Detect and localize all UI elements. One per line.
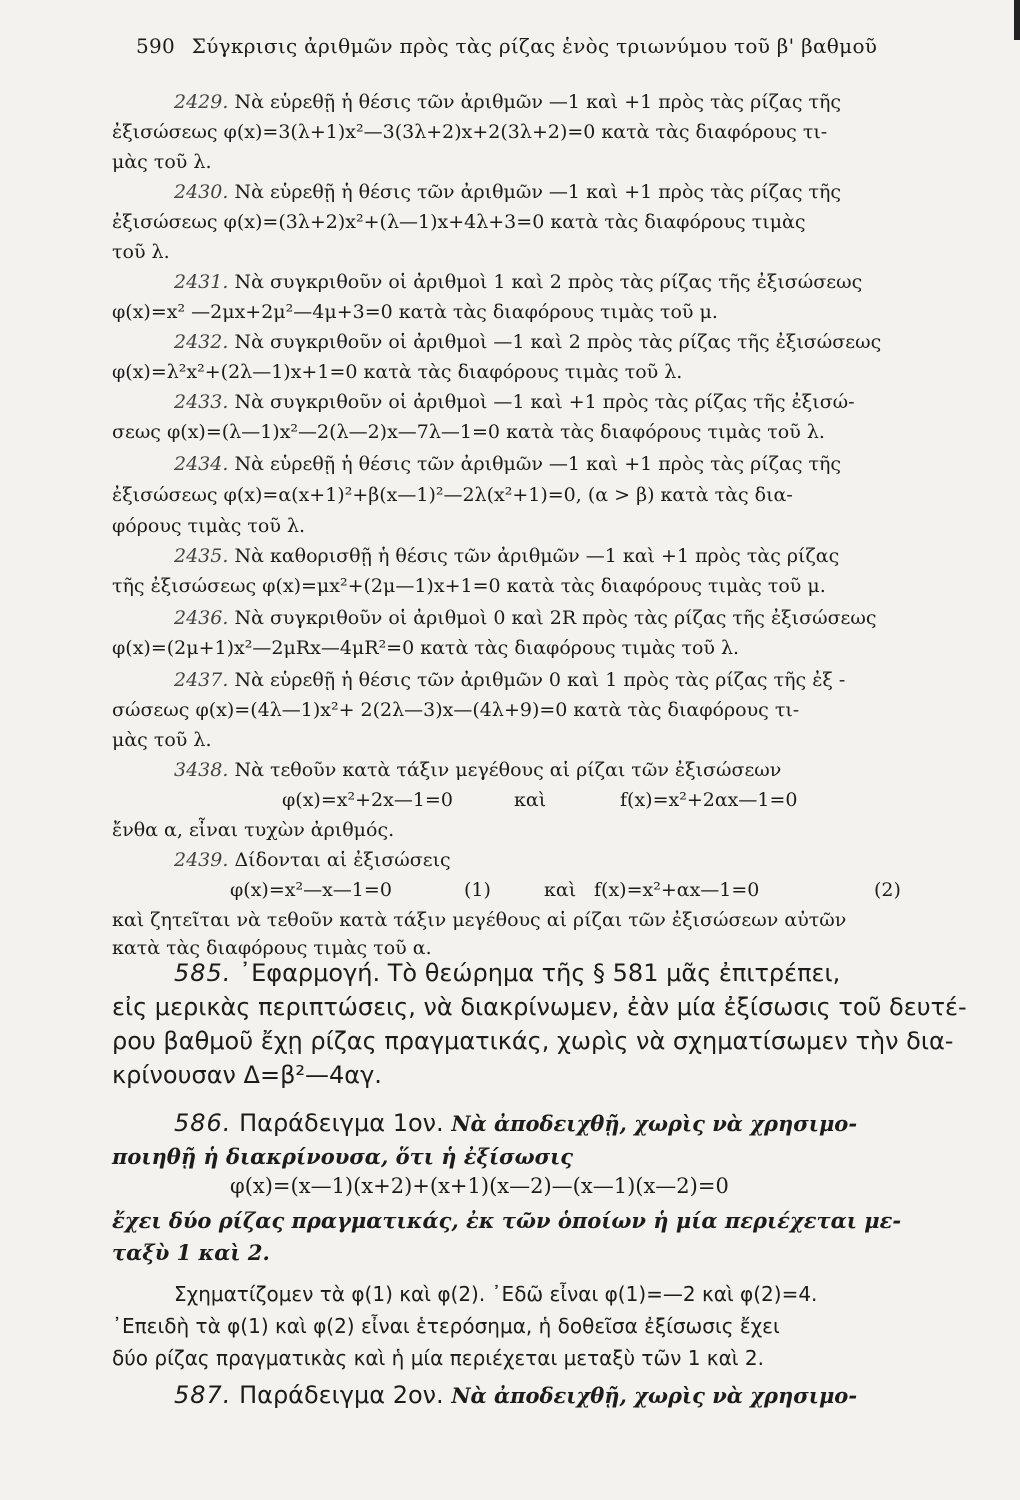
exercise-2439-tag-2: (2) bbox=[874, 879, 901, 901]
exercise-2438-equation-phi: φ(x)=x²+2x—1=0 bbox=[282, 789, 453, 811]
section-586-body-1: Σχηματίζομεν τὰ φ(1) καὶ φ(2). ᾿Εδῶ εἶναι φ(1)=—2 καὶ φ(2)=4. bbox=[174, 1282, 818, 1306]
section-586-body-3: δύο ρίζας πραγματικὰς καὶ ἡ μία περιέχεται μεταξὺ τῶν 1 καὶ 2. bbox=[112, 1346, 764, 1370]
scan-edge bbox=[1014, 0, 1020, 40]
exercise-2432-line-1: 2432. Νὰ συγκριθοῦν οἱ ἀριθμοὶ —1 καὶ 2 πρὸς τὰς ρίζας τῆς ἐξισώσεως bbox=[174, 331, 882, 353]
exercise-2439-line-4: κατὰ τὰς διαφόρους τιμὰς τοῦ α. bbox=[112, 937, 432, 959]
exercise-2429-line-1: 2429. Νὰ εὑρεθῇ ἡ θέσις τῶν ἀριθμῶν —1 καὶ +1 πρὸς τὰς ρίζας τῆς bbox=[174, 91, 842, 113]
exercise-2439-equation-phi: φ(x)=x²—x—1=0 bbox=[230, 879, 392, 901]
exercise-2430-line-1: 2430. Νὰ εὑρεθῇ ἡ θέσις τῶν ἀριθμῶν —1 καὶ +1 πρὸς τὰς ρίζας τῆς bbox=[174, 181, 842, 203]
exercise-2437-line-3: μὰς τοῦ λ. bbox=[112, 729, 212, 751]
exercise-2439-equation-f: f(x)=x²+αx—1=0 bbox=[594, 879, 760, 901]
exercise-2433-line-2: σεως φ(x)=(λ—1)x²—2(λ—2)x—7λ—1=0 κατὰ τὰς διαφόρους τιμὰς τοῦ λ. bbox=[112, 421, 825, 443]
exercise-2439-conjunction: καὶ bbox=[544, 879, 577, 901]
section-585-line-3: ρου βαθμοῦ ἔχῃ ρίζας πραγματικάς, χωρὶς νὰ σχηματίσωμεν τὴν δια- bbox=[112, 1027, 954, 1055]
exercise-2438-equation-f: f(x)=x²+2αx—1=0 bbox=[620, 789, 798, 811]
section-587-heading: 587. Παράδειγμα 2ον. Νὰ ἀποδειχθῇ, χωρὶς νὰ χρησιμο- bbox=[174, 1381, 858, 1409]
section-586-statement-4: ταξὺ 1 καὶ 2. bbox=[112, 1240, 270, 1265]
section-586-statement-2: ποιηθῇ ἡ διακρίνουσα, ὅτι ἡ ἐξίσωσις bbox=[112, 1144, 574, 1169]
exercise-2437-line-2: σώσεως φ(x)=(4λ—1)x²+ 2(2λ—3)x—(4λ+9)=0 κατὰ τὰς διαφόρους τι- bbox=[112, 699, 800, 721]
exercise-2433-line-1: 2433. Νὰ συγκριθοῦν οἱ ἀριθμοὶ —1 καὶ +1 πρὸς τὰς ρίζας τῆς ἐξισώ- bbox=[174, 391, 855, 413]
section-586-body-2: ᾿Επειδὴ τὰ φ(1) καὶ φ(2) εἶναι ἑτερόσημα, ἡ δοθεῖσα ἐξίσωσις ἔχει bbox=[112, 1314, 780, 1338]
running-title: Σύγκρισις ἀριθμῶν πρὸς τὰς ρίζας ἑνὸς τριωνύμου τοῦ β' βαθμοῦ bbox=[191, 34, 878, 58]
exercise-2430-line-2: ἐξισώσεως φ(x)=(3λ+2)x²+(λ—1)x+4λ+3=0 κατὰ τὰς διαφόρους τιμὰς bbox=[112, 211, 806, 233]
exercise-2435-line-1: 2435. Νὰ καθορισθῇ ἡ θέσις τῶν ἀριθμῶν —1 καὶ +1 πρὸς τὰς ρίζας bbox=[174, 545, 840, 567]
section-586-statement-3: ἔχει δύο ρίζας πραγματικάς, ἐκ τῶν ὁποίων ἡ μία περιέχεται με- bbox=[112, 1208, 902, 1233]
section-585-heading: 585. ᾿Εφαρμογή. Τὸ θεώρημα τῆς § 581 μᾶς ἐπιτρέπει, bbox=[174, 959, 841, 987]
exercise-2431-line-2: φ(x)=x² —2μx+2μ²—4μ+3=0 κατὰ τὰς διαφόρους τιμὰς τοῦ μ. bbox=[112, 301, 718, 323]
exercise-2439-line-1: 2439. Δίδονται αἱ ἐξισώσεις bbox=[174, 849, 451, 871]
section-585-line-4: κρίνουσαν Δ=β²—4αγ. bbox=[112, 1061, 382, 1089]
section-586-heading: 586. Παράδειγμα 1ον. Νὰ ἀποδειχθῇ, χωρὶς νὰ χρησιμο- bbox=[174, 1109, 858, 1137]
exercise-2439-line-3: καὶ ζητεῖται νὰ τεθοῦν κατὰ τάξιν μεγέθους αἱ ρίζαι τῶν ἐξισώσεων αὐτῶν bbox=[112, 909, 847, 931]
section-586-equation: φ(x)=(x—1)(x+2)+(x+1)(x—2)—(x—1)(x—2)=0 bbox=[230, 1174, 729, 1198]
exercise-2434-line-3: φόρους τιμὰς τοῦ λ. bbox=[112, 515, 306, 537]
exercise-2434-line-2: ἐξισώσεως φ(x)=α(x+1)²+β(x—1)²—2λ(x²+1)=0, (α > β) κατὰ τὰς δια- bbox=[112, 484, 793, 506]
page-number: 590 bbox=[136, 34, 176, 58]
exercise-2436-line-2: φ(x)=(2μ+1)x²—2μRx—4μR²=0 κατὰ τὰς διαφόρους τιμὰς τοῦ λ. bbox=[112, 637, 740, 659]
page-header bbox=[136, 34, 877, 58]
exercise-2438-conjunction: καὶ bbox=[514, 789, 547, 811]
exercise-2438-line-1: 3438. Νὰ τεθοῦν κατὰ τάξιν μεγέθους αἱ ρίζαι τῶν ἐξισώσεων bbox=[174, 759, 782, 781]
exercise-2434-line-1: 2434. Νὰ εὑρεθῇ ἡ θέσις τῶν ἀριθμῶν —1 καὶ +1 πρὸς τὰς ρίζας τῆς bbox=[174, 453, 842, 475]
exercise-2432-line-2: φ(x)=λ²x²+(2λ—1)x+1=0 κατὰ τὰς διαφόρους τιμὰς τοῦ λ. bbox=[112, 361, 683, 383]
exercise-2439-tag-1: (1) bbox=[464, 879, 491, 901]
exercise-2429-line-3: μὰς τοῦ λ. bbox=[112, 151, 212, 173]
exercise-2438-line-3: ἔνθα α, εἶναι τυχὼν ἀριθμός. bbox=[112, 819, 395, 841]
exercise-2429-line-2: ἐξισώσεως φ(x)=3(λ+1)x²—3(3λ+2)x+2(3λ+2)=0 κατὰ τὰς διαφόρους τι- bbox=[112, 121, 828, 143]
exercise-2430-line-3: τοῦ λ. bbox=[112, 241, 170, 263]
exercise-2437-line-1: 2437. Νὰ εὑρεθῇ ἡ θέσις τῶν ἀριθμῶν 0 καὶ 1 πρὸς τὰς ρίζας τῆς ἐξ - bbox=[174, 669, 846, 691]
exercise-2436-line-1: 2436. Νὰ συγκριθοῦν οἱ ἀριθμοὶ 0 καὶ 2R πρὸς τὰς ρίζας τῆς ἐξισώσεως bbox=[174, 607, 877, 629]
section-585-line-2: εἰς μερικὰς περιπτώσεις, νὰ διακρίνωμεν, ἐὰν μία ἐξίσωσις τοῦ δευτέ- bbox=[112, 993, 967, 1021]
exercise-2431-line-1: 2431. Νὰ συγκριθοῦν οἱ ἀριθμοὶ 1 καὶ 2 πρὸς τὰς ρίζας τῆς ἐξισώσεως bbox=[174, 271, 863, 293]
exercise-2435-line-2: τῆς ἐξισώσεως φ(x)=μx²+(2μ—1)x+1=0 κατὰ τὰς διαφόρους τιμὰς τοῦ μ. bbox=[112, 575, 826, 597]
